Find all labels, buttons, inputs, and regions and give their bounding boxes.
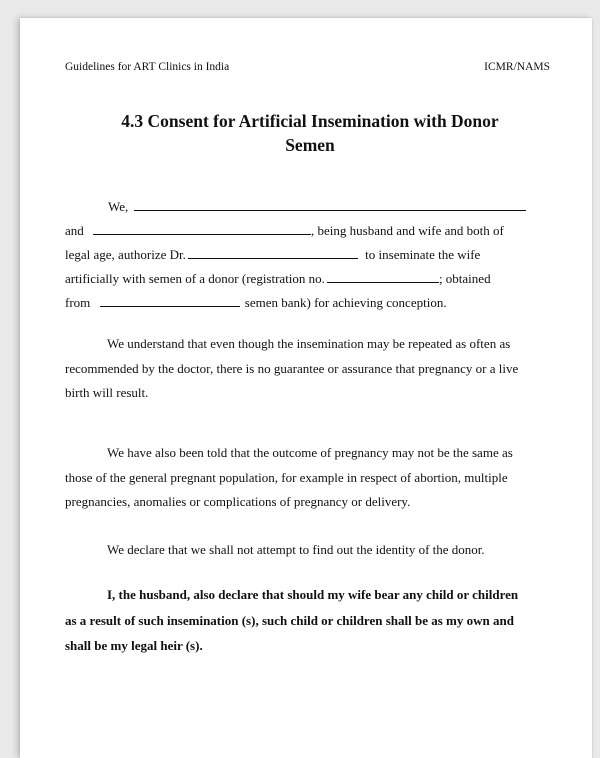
artificially-text: artificially with semen of a donor (registration no. [65, 271, 325, 286]
wife-name-blank[interactable] [134, 199, 526, 211]
paragraph-pregnancy-outcome [65, 441, 531, 515]
we-label: We, [108, 199, 129, 214]
document-page [20, 18, 592, 758]
title-line-2: Semen [285, 135, 335, 155]
paragraph-legal-heir [65, 582, 531, 659]
paragraph-no-guarantee [65, 332, 531, 406]
from-label: from [65, 295, 91, 310]
semen-bank-blank[interactable] [100, 295, 240, 307]
husband-name-blank[interactable] [93, 223, 311, 235]
document-title [60, 109, 560, 157]
paragraph-donor-identity [65, 538, 531, 563]
doctor-name-blank[interactable] [188, 247, 358, 259]
form-line-semen-bank [65, 295, 447, 311]
semen-bank-text: semen bank) for achieving conception. [244, 295, 447, 310]
inseminate-text: to inseminate the wife [365, 247, 481, 262]
header-right: ICMR/NAMS [484, 61, 550, 73]
and-label: and [65, 223, 84, 238]
paragraph-text: We have also been told that the outcome of pregnancy may not be the same as those of the general pregnant population, for example in respect of abortion, multiple pregnancies, anomalies or complications of pregnancy or delivery. [65, 445, 513, 509]
husband-wife-text: , being husband and wife and both of [311, 223, 504, 238]
form-line-doctor [65, 247, 480, 263]
form-line-and [65, 223, 504, 239]
legal-age-text: legal age, authorize Dr. [65, 247, 186, 262]
obtained-text: ; obtained [438, 271, 491, 286]
form-line-registration [65, 271, 491, 287]
paragraph-text: We declare that we shall not attempt to find out the identity of the donor. [107, 542, 485, 557]
title-line-1: 4.3 Consent for Artificial Insemination with Donor [121, 111, 499, 131]
paragraph-text: I, the husband, also declare that should my wife bear any child or children as a result of such insemination (s), such child or children shall be as my own and shall be my legal heir (s). [65, 587, 519, 653]
header-left: Guidelines for ART Clinics in India [65, 61, 230, 73]
paragraph-text: We understand that even though the insemination may be repeated as often as recommended by the doctor, there is no guarantee or assurance that pregnancy or a live birth will result. [65, 336, 519, 400]
form-line-we [108, 199, 526, 215]
registration-number-blank[interactable] [327, 271, 439, 283]
